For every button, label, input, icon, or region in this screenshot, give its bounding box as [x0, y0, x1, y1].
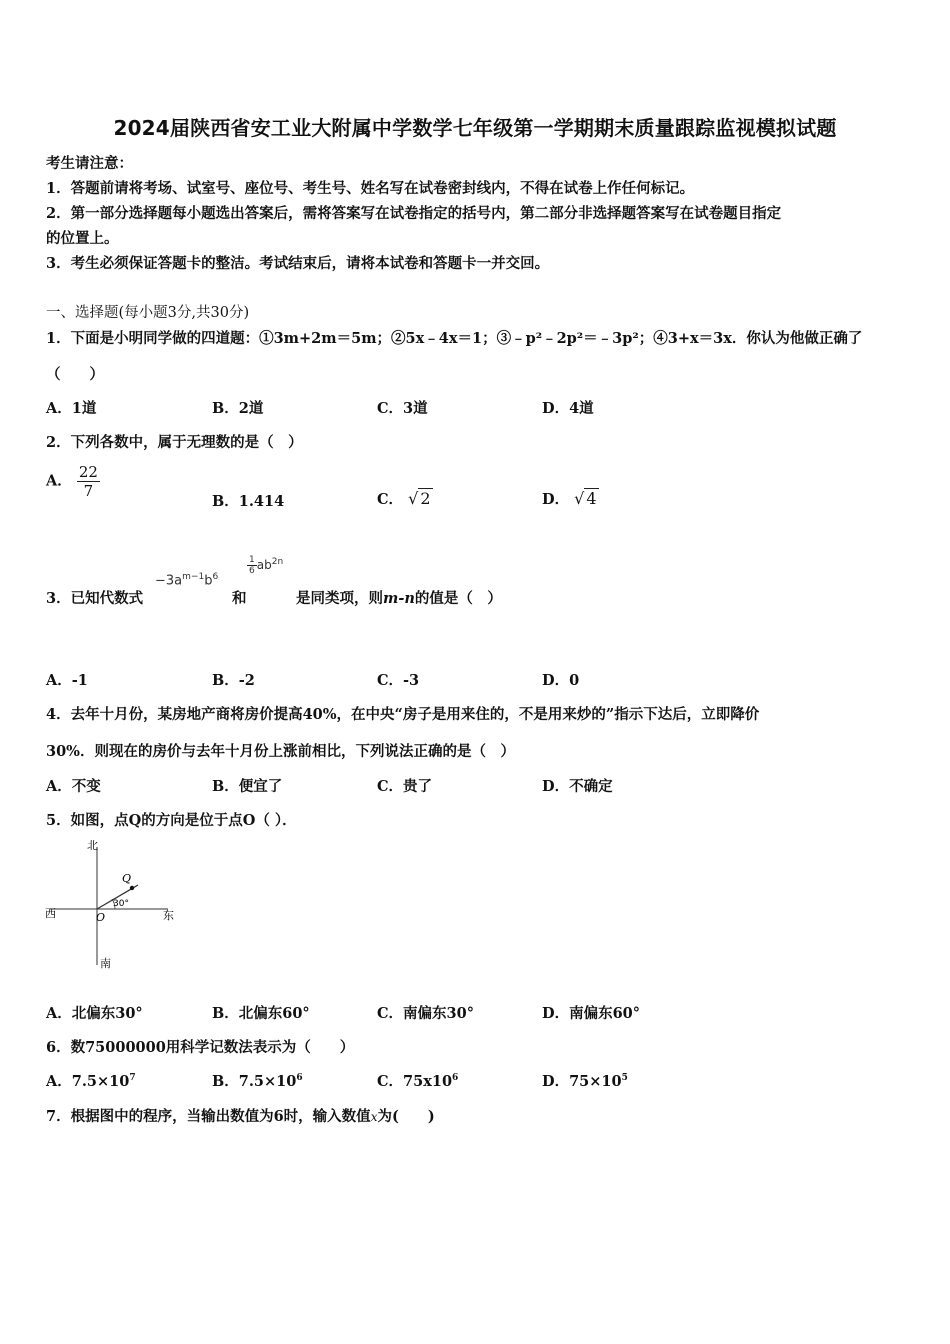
question-2-text: 2．下列各数中，属于无理数的是（ ）: [46, 434, 303, 451]
question-7-text: 7．根据图中的程序，当输出数值为6时，输入数值x为( ): [46, 1108, 435, 1125]
q2-option-b: B．1.414: [212, 493, 285, 510]
label-origin: O: [96, 911, 106, 924]
q5-option-d: D．南偏东60°: [542, 1005, 641, 1022]
direction-figure: [40, 835, 185, 975]
q1-option-d: D．4道: [542, 400, 594, 417]
q6-option-d: D．$75\times 10^5$: [542, 1073, 628, 1090]
label-east: 东: [163, 909, 174, 922]
label-south: 南: [100, 957, 111, 970]
option-label: D．: [542, 491, 570, 508]
section-heading: 一、选择题(每小题3分,共30分): [46, 305, 250, 321]
label-q: Q: [122, 872, 132, 885]
page-title: 2024届陕西省安工业大附属中学数学七年级第一学期期末质量跟踪监视模拟试题: [113, 116, 837, 140]
notice-heading: 考生请注意：: [46, 155, 133, 172]
question-3-and: 和: [232, 590, 247, 607]
q3-option-d: D．0: [542, 672, 580, 689]
question-1-text: 1．下面是小明同学做的四道题：①3m+2m＝5m；②5x﹣4x＝1；③﹣p²﹣2p²＝﹣3p²；④3+x＝3x．你认为他做正确了: [46, 330, 863, 347]
point-q: [130, 886, 134, 890]
q1-option-c: C．3道: [377, 400, 428, 417]
expression-1: $-3a^{m-1}b^6$: [155, 572, 219, 589]
option-label: A．: [46, 472, 72, 490]
expression-2: $\frac{1}{6}$ $ab^{2n}$: [249, 555, 284, 576]
q4-option-c: C．贵了: [377, 778, 433, 795]
question-6-text: 6．数75000000用科学记数法表示为（ ）: [46, 1039, 355, 1056]
q3-option-a: A．-1: [46, 672, 88, 689]
label-west: 西: [45, 907, 56, 920]
notice-item: 的位置上。: [46, 230, 119, 247]
q5-option-b: B．北偏东60°: [212, 1005, 310, 1022]
notice-item: 3．考生必须保证答题卡的整洁。考试结束后，请将本试卷和答题卡一并交回。: [46, 255, 550, 272]
denominator: 7: [77, 481, 100, 500]
q1-option-b: B．2道: [212, 400, 264, 417]
question-4-line2: 30%．则现在的房价与去年十月份上涨前相比，下列说法正确的是（ ）: [46, 743, 515, 760]
notice-item: 1．答题前请将考场、试室号、座位号、考生号、姓名写在试卷密封线内，不得在试卷上作任何标记。: [46, 180, 695, 197]
q3-option-c: C．-3: [377, 672, 420, 689]
q2-option-d: [542, 488, 599, 509]
square-root: √ 2: [408, 489, 431, 508]
fraction: $\frac{1}{6}$: [249, 555, 255, 576]
notice-item: 2．第一部分选择题每小题选出答案后，需将答案写在试卷指定的括号内，第二部分非选择题答案写在试卷题目指定: [46, 205, 782, 222]
q6-option-c: C．$75x10^6$: [377, 1073, 459, 1090]
q6-option-b: B．$7.5\times 10^6$: [212, 1073, 303, 1090]
q2-option-a: [46, 463, 100, 500]
q3-option-b: B．-2: [212, 672, 255, 689]
fraction: [77, 463, 100, 500]
question-3-prefix: 3．已知代数式: [46, 590, 144, 607]
q4-option-d: D．不确定: [542, 778, 613, 795]
q5-option-c: C．南偏东30°: [377, 1005, 474, 1022]
question-1-paren: （ ）: [46, 366, 104, 383]
label-north: 北: [87, 839, 98, 852]
option-label: C．: [377, 491, 404, 508]
square-root: √ 4: [574, 489, 597, 508]
q4-option-a: A．不变: [46, 778, 101, 795]
q1-option-a: A．1道: [46, 400, 97, 417]
question-3-suffix: 是同类项，则m-n的值是（ ）: [296, 590, 502, 607]
q5-option-a: A．北偏东30°: [46, 1005, 143, 1022]
label-angle: 30°: [113, 899, 129, 909]
question-4-line1: 4．去年十月份，某房地产商将房价提高40%，在中央“房子是用来住的，不是用来炒的”指示下达后，立即降价: [46, 706, 760, 723]
numerator: 22: [78, 463, 98, 481]
q2-option-c: [377, 488, 433, 509]
q6-option-a: A．$7.5\times 10^7$: [46, 1073, 136, 1090]
q4-option-b: B．便宜了: [212, 778, 283, 795]
question-5-text: 5．如图，点Q的方向是位于点O（ ）．: [46, 812, 297, 829]
